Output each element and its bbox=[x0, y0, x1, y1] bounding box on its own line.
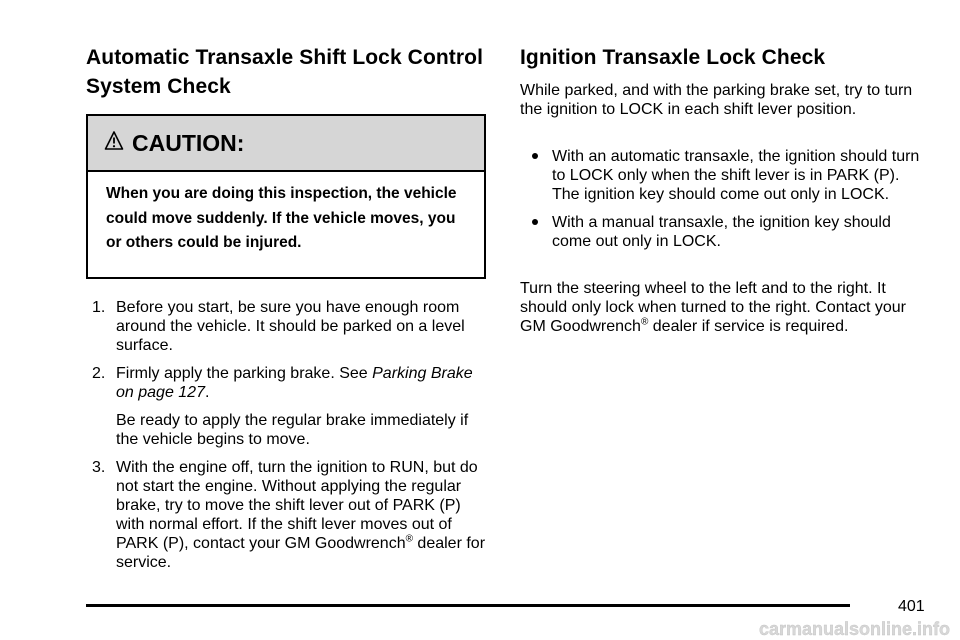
list-item bbox=[92, 458, 492, 572]
caution-header bbox=[88, 116, 484, 172]
closing-text: Turn the steering wheel to the left and to the right. It should only lock when turned to the right. Contact your GM Goodwrench bbox=[520, 280, 906, 335]
step-text: Before you start, be sure you have enough room around the vehicle. It should be parked on a level surface. bbox=[116, 299, 465, 354]
page-number: 401 bbox=[898, 598, 925, 615]
section-title-ignition-lock: Ignition Transaxle Lock Check bbox=[520, 46, 826, 69]
caution-box bbox=[86, 114, 486, 279]
closing-text-end: dealer if service is required. bbox=[652, 318, 849, 335]
step-text-end: dealer for service. bbox=[116, 535, 486, 571]
steps-list bbox=[92, 298, 492, 581]
list-item bbox=[92, 364, 492, 449]
svg-text:carmanualsonline.info: carmanualsonline.info bbox=[758, 619, 950, 639]
warning-triangle-icon bbox=[104, 130, 124, 152]
caution-title: CAUTION: bbox=[132, 129, 245, 156]
caution-text: When you are doing this inspection, the vehicle could move suddenly. If the vehicle moves, you or others could be injured. bbox=[106, 185, 457, 251]
list-item bbox=[92, 298, 492, 355]
step-text-end: . bbox=[204, 384, 210, 401]
footer-rule bbox=[86, 604, 850, 607]
section-title-shift-lock: Automatic Transaxle Shift Lock Control System Check bbox=[86, 46, 484, 98]
bullet-text: With an automatic transaxle, the ignition should turn to LOCK only when the shift lever is in PARK (P). The ignition key should come out only in LOCK. bbox=[552, 148, 920, 203]
step-text: Firmly apply the parking brake. See bbox=[116, 365, 373, 382]
cross-reference-link[interactable]: Parking Brake on page 127 bbox=[116, 365, 473, 401]
bullet-dot-icon bbox=[532, 153, 538, 159]
bullet-list bbox=[532, 147, 927, 260]
intro-paragraph: While parked, and with the parking brake set, try to turn the ignition to LOCK in each shift lever position. bbox=[520, 82, 913, 118]
registered-mark: ® bbox=[640, 316, 649, 328]
step-note: Be ready to apply the regular brake immediately if the vehicle begins to move. bbox=[116, 412, 469, 448]
list-item bbox=[532, 147, 927, 204]
registered-mark: ® bbox=[405, 533, 413, 545]
closing-paragraph bbox=[520, 279, 930, 336]
step-number: 1. bbox=[92, 299, 106, 316]
watermark bbox=[692, 616, 952, 640]
step-text: With the engine off, turn the ignition to RUN, but do not start the engine. Without applying the regular brake, try to move the shift lever out of PARK (P) with normal effort. If the shift lever moves out of PARK (P), contact your GM Goodwrench bbox=[116, 459, 478, 552]
list-item bbox=[532, 213, 927, 251]
bullet-dot-icon bbox=[532, 219, 538, 225]
step-number: 2. bbox=[92, 365, 106, 382]
step-number: 3. bbox=[92, 459, 106, 476]
bullet-text: With a manual transaxle, the ignition key should come out only in LOCK. bbox=[552, 214, 891, 250]
